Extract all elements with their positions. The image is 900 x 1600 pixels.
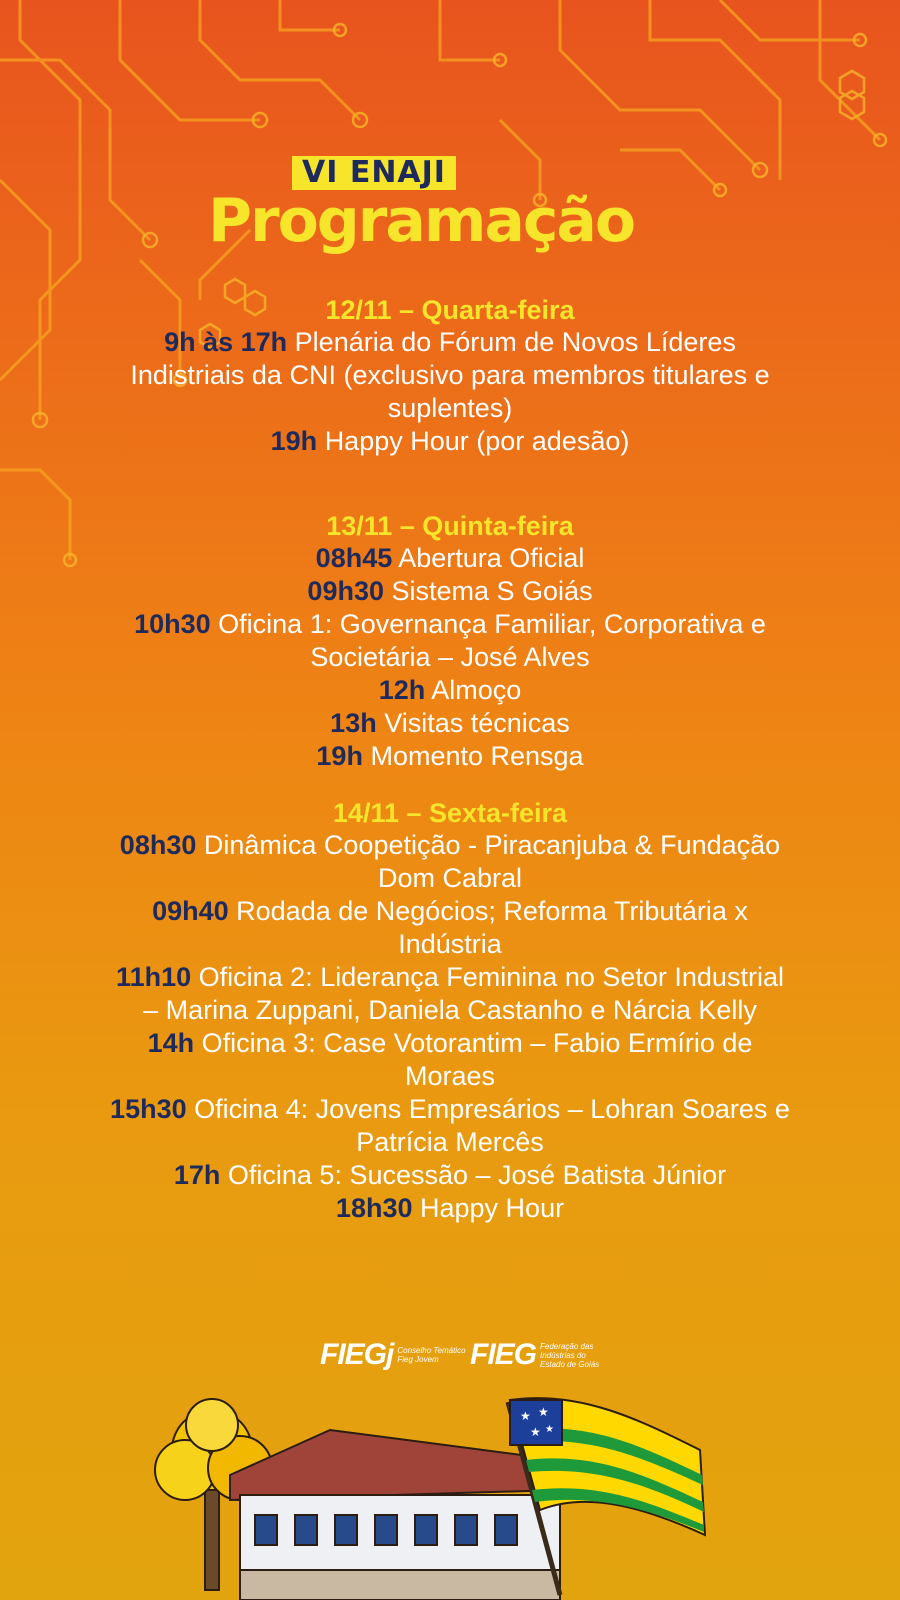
schedule-description: Oficina 3: Case Votorantim – Fabio Ermírio de Moraes	[201, 1028, 753, 1091]
schedule-description: Almoço	[431, 675, 522, 705]
schedule-description: Momento Rensga	[370, 741, 584, 771]
page-title: Programação	[208, 186, 635, 256]
event-badge: VI ENAJI	[292, 156, 456, 190]
goias-illustration	[0, 1390, 900, 1600]
svg-text:★: ★	[538, 1405, 549, 1419]
schedule-description: Happy Hour (por adesão)	[324, 426, 630, 456]
schedule-time: 08h30	[119, 830, 197, 860]
schedule-item	[110, 1159, 790, 1192]
fiegj-logo	[320, 1338, 469, 1372]
footer-logos	[320, 1338, 640, 1374]
day-heading: 13/11 – Quinta-feira	[326, 511, 574, 541]
day-block	[110, 797, 790, 1225]
schedule-time: 19h	[270, 426, 318, 456]
schedule	[110, 294, 790, 1253]
schedule-time: 10h30	[134, 609, 211, 639]
schedule-description: Sistema S Goiás	[391, 576, 593, 606]
fiegj-logo-mark: FIEGj	[320, 1338, 394, 1371]
day-block	[110, 294, 790, 458]
schedule-description: Oficina 1: Governança Familiar, Corporativa e Societária – José Alves	[218, 609, 766, 672]
schedule-description: Happy Hour	[420, 1193, 565, 1223]
day-block	[110, 510, 790, 773]
day-heading: 12/11 – Quarta-feira	[325, 295, 575, 325]
schedule-item	[110, 707, 790, 740]
schedule-description: Dinâmica Coopetição - Piracanjuba & Fundação Dom Cabral	[203, 830, 781, 893]
schedule-time: 12h	[378, 675, 426, 705]
schedule-description: Oficina 5: Sucessão – José Batista Júnior	[227, 1160, 727, 1190]
schedule-item	[110, 740, 790, 773]
schedule-time: 08h45	[315, 543, 393, 573]
schedule-item	[110, 1027, 790, 1093]
schedule-time: 18h30	[335, 1193, 413, 1223]
schedule-item	[110, 1093, 790, 1159]
svg-text:★: ★	[545, 1424, 554, 1435]
fieg-logo-mark: FIEG	[470, 1338, 537, 1371]
schedule-item	[110, 542, 790, 575]
schedule-description: Visitas técnicas	[384, 708, 570, 738]
schedule-time: 19h	[316, 741, 363, 771]
schedule-description: Abertura Oficial	[398, 543, 585, 573]
schedule-item	[110, 674, 790, 707]
schedule-item	[110, 608, 790, 674]
schedule-time: 14h	[147, 1028, 195, 1058]
schedule-description: Oficina 2: Liderança Feminina no Setor Industrial – Marina Zuppani, Daniela Castanho e Nárcia Kelly	[143, 962, 784, 1025]
schedule-item	[110, 895, 790, 961]
schedule-item	[110, 326, 790, 425]
fiegj-logo-subtitle: Conselho Temático Fieg Jovem	[397, 1346, 466, 1364]
fieg-logo-subtitle: Federação das Indústrias do Estado de Goiás	[540, 1341, 600, 1369]
svg-text:★: ★	[520, 1409, 531, 1423]
schedule-time: 11h10	[116, 962, 192, 992]
svg-text:★: ★	[530, 1425, 541, 1439]
schedule-time: 9h às 17h	[164, 327, 288, 357]
schedule-item	[110, 575, 790, 608]
schedule-time: 09h40	[152, 896, 229, 926]
schedule-time: 13h	[330, 708, 377, 738]
schedule-item	[110, 961, 790, 1027]
fieg-logo	[470, 1338, 612, 1372]
schedule-time: 09h30	[307, 576, 384, 606]
schedule-description: Plenária do Fórum de Novos Líderes Indistriais da CNI (exclusivo para membros titulares e suplentes)	[130, 327, 770, 423]
schedule-item	[110, 829, 790, 895]
colonial-house-illustration	[230, 1430, 560, 1600]
schedule-item	[110, 425, 790, 458]
schedule-time: 15h30	[110, 1094, 187, 1124]
schedule-description: Oficina 4: Jovens Empresários – Lohran Soares e Patrícia Mercês	[194, 1094, 790, 1157]
schedule-item	[110, 1192, 790, 1225]
schedule-time: 17h	[173, 1160, 221, 1190]
schedule-description: Rodada de Negócios; Reforma Tributária x Indústria	[236, 896, 748, 959]
day-heading: 14/11 – Sexta-feira	[332, 798, 568, 828]
